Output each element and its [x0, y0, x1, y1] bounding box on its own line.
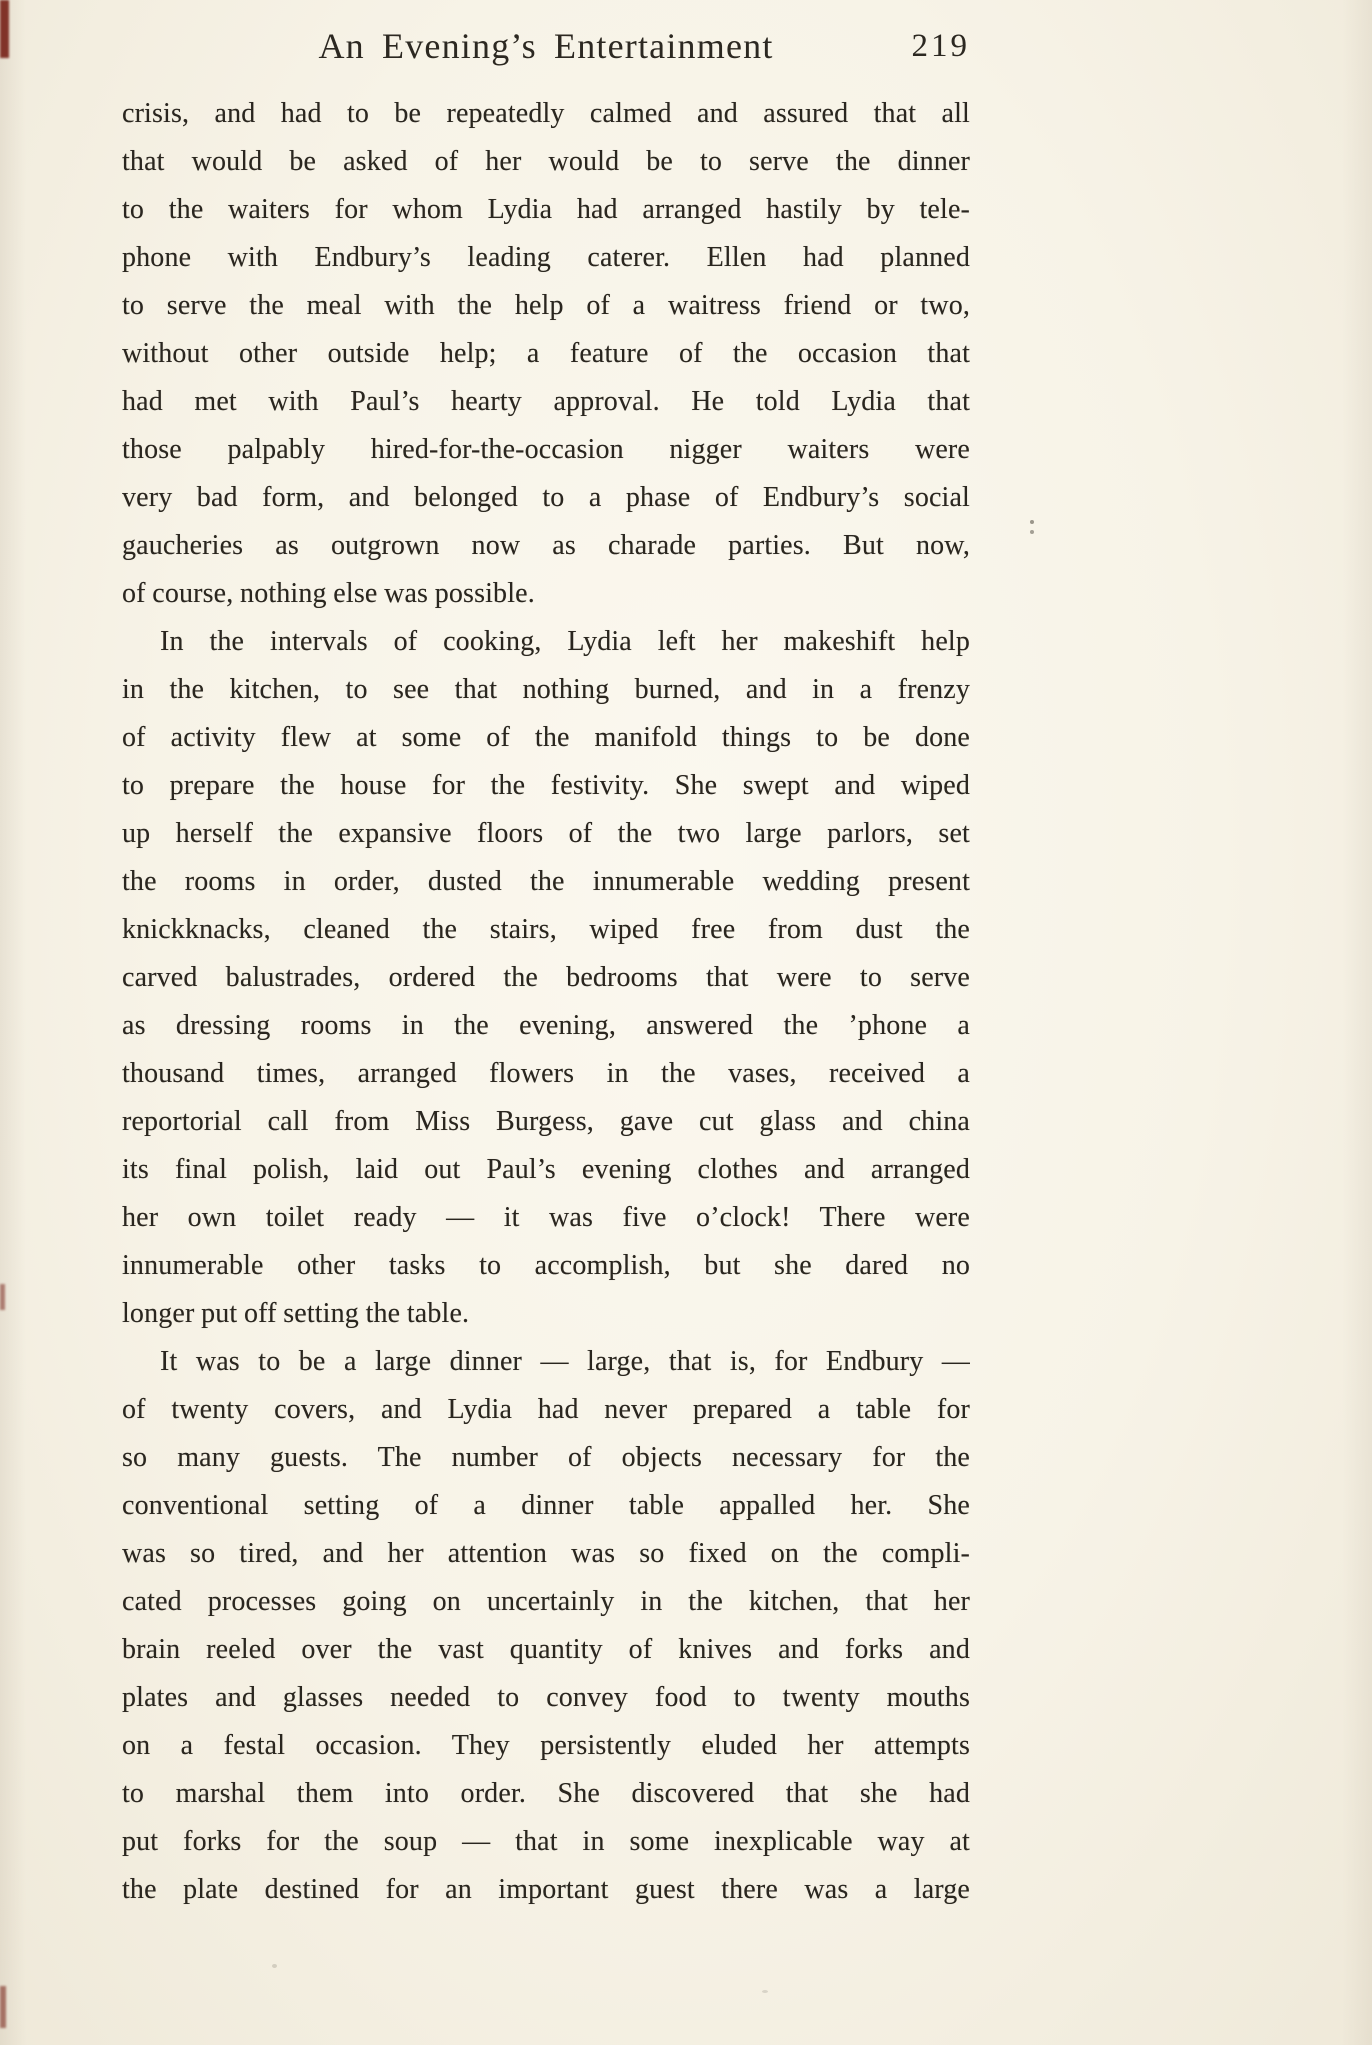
paragraph — [122, 90, 970, 618]
scan-artifact-left-edge-top — [0, 0, 9, 58]
text-line: of activity flew at some of the manifold things to be done — [122, 722, 970, 753]
text-line: her own toilet ready — it was five o’clock! There were — [122, 1202, 970, 1233]
scan-speck — [272, 1964, 277, 1968]
text-line: those palpably hired-for-the-occasion nigger waiters were — [122, 434, 970, 465]
text-line: In the intervals of cooking, Lydia left her makeshift help — [160, 626, 970, 657]
text-line: reportorial call from Miss Burgess, gave cut glass and china — [122, 1106, 970, 1137]
text-line: on a festal occasion. They persistently eluded her attempts — [122, 1730, 970, 1761]
text-line: of twenty covers, and Lydia had never prepared a table for — [122, 1394, 970, 1425]
text-line: crisis, and had to be repeatedly calmed and assured that all — [122, 98, 970, 129]
paragraph — [122, 1338, 970, 1914]
text-line: put forks for the soup — that in some inexplicable way at — [122, 1826, 970, 1857]
paragraph — [122, 618, 970, 1338]
scan-speck — [1030, 520, 1034, 524]
text-line: as dressing rooms in the evening, answered the ’phone a — [122, 1010, 970, 1041]
text-line: so many guests. The number of objects necessary for the — [122, 1442, 970, 1473]
text-line: cated processes going on uncertainly in the kitchen, that her — [122, 1586, 970, 1617]
text-line: up herself the expansive floors of the two large parlors, set — [122, 818, 970, 849]
text-line: without other outside help; a feature of the occasion that — [122, 338, 970, 369]
running-title: An Evening’s Entertainment — [318, 26, 774, 66]
text-line: that would be asked of her would be to serve the dinner — [122, 146, 970, 177]
text-line: to serve the meal with the help of a waitress friend or two, — [122, 290, 970, 321]
text-line: plates and glasses needed to convey food to twenty mouths — [122, 1682, 970, 1713]
text-block — [122, 22, 970, 1914]
text-line: brain reeled over the vast quantity of knives and forks and — [122, 1634, 970, 1665]
paragraphs — [122, 90, 970, 1914]
page-number: 219 — [911, 28, 970, 64]
scan-artifact-left-edge-bottom — [0, 1986, 6, 2028]
text-line: longer put off setting the table. — [122, 1298, 470, 1329]
text-line: very bad form, and belonged to a phase of Endbury’s social — [122, 482, 970, 513]
text-line: thousand times, arranged flowers in the vases, received a — [122, 1058, 970, 1089]
text-line: conventional setting of a dinner table appalled her. She — [122, 1490, 970, 1521]
scan-artifact-left-edge-middle — [0, 1284, 5, 1310]
text-line: phone with Endbury’s leading caterer. Ellen had planned — [122, 242, 970, 273]
text-line: the rooms in order, dusted the innumerable wedding present — [122, 866, 970, 897]
page-header — [122, 22, 970, 72]
text-line: its final polish, laid out Paul’s evening clothes and arranged — [122, 1154, 970, 1185]
text-line: in the kitchen, to see that nothing burned, and in a frenzy — [122, 674, 970, 705]
text-line: to the waiters for whom Lydia had arranged hastily by tele- — [122, 194, 970, 225]
text-line: was so tired, and her attention was so fixed on the compli- — [122, 1538, 970, 1569]
text-line: carved balustrades, ordered the bedrooms that were to serve — [122, 962, 970, 993]
text-line: innumerable other tasks to accomplish, but she dared no — [122, 1250, 970, 1281]
text-line: to marshal them into order. She discovered that she had — [122, 1778, 970, 1809]
scan-speck — [762, 1990, 768, 1993]
text-line: knickknacks, cleaned the stairs, wiped free from dust the — [122, 914, 970, 945]
text-line: to prepare the house for the festivity. She swept and wiped — [122, 770, 970, 801]
text-line: gaucheries as outgrown now as charade parties. But now, — [122, 530, 970, 561]
text-line: It was to be a large dinner — large, that is, for Endbury — — [160, 1346, 970, 1377]
text-line: had met with Paul’s hearty approval. He told Lydia that — [122, 386, 970, 417]
text-line: the plate destined for an important guest there was a large — [122, 1874, 970, 1905]
text-line: of course, nothing else was possible. — [122, 578, 535, 609]
